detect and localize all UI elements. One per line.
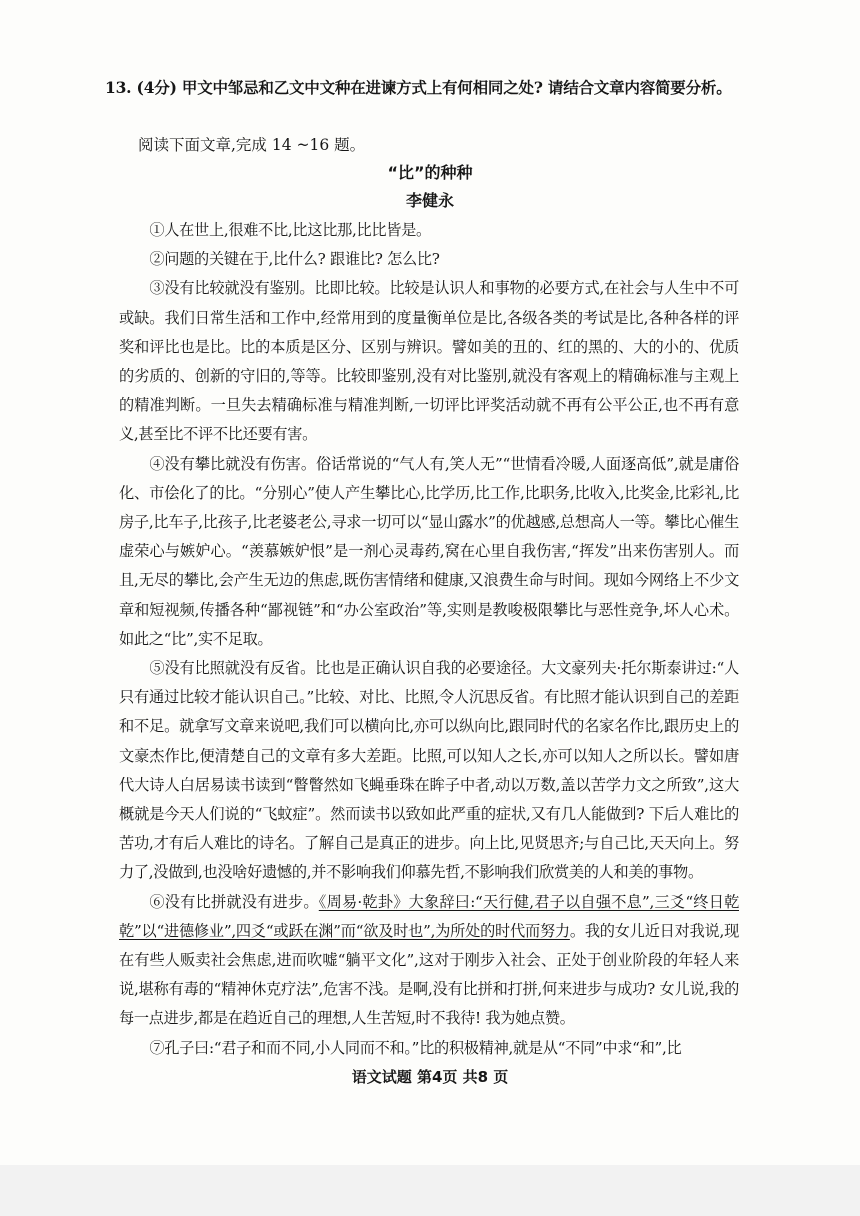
page-footer: 语文试题 第4页 共8 页 — [351, 1068, 509, 1086]
article-body — [119, 216, 739, 1063]
paragraph-6-lead: ⑥没有比拼就没有进步。 — [149, 892, 319, 911]
article-author: 李健永 — [405, 191, 454, 210]
paragraph-6 — [119, 888, 739, 1034]
paragraph-2: ②问题的关键在于,比什么? 跟谁比? 怎么比? — [149, 250, 440, 269]
paragraph-7: ⑦孔子曰:“君子和而不同,小人同而不和。”比的积极精神,就是从“不同”中求“和”,比 — [149, 1038, 682, 1057]
paragraph-5: ⑤没有比照就没有反省。比也是正确认识自我的必要途径。大文豪列夫·托尔斯泰讲过:“人只有通过比较才能认识自己。”比较、对比、比照,令人沉思反省。有比照才能认识到自己的差距和不足。就拿写文章来说吧,我们可以横向比,亦可以纵向比,跟同时代的名家名作比,跟历史上的文豪杰作比,便清楚自己的文章有多大差距。比照,可以知人之长,亦可以知人之所以长。譬如唐代大诗人白居易读书读到“瞥瞥然如飞蝇垂珠在眸子中者,动以万数,盖以苦学力文之所致”,这大概就是今天人们说的“飞蚊症”。然而读书以致如此严重的症状,又有几人能做到? 下后人难比的苦功,才有后人难比的诗名。了解自己是真正的进步。向上比,见贤思齐;与自己比,天天向上。努力了,没做到,也没啥好遗憾的,并不影响我们仰慕先哲,不影响我们欣赏美的人和美的事物。 — [119, 659, 739, 882]
paragraph-6-rest: 。我的女儿近日对我说,现在有些人贩卖社会焦虑,进而吹嘘“躺平文化”,这对于刚步入社会、正处于创业阶段的年轻人来说,堪称有毒的“精神休克疗法”,危害不浅。是啊,没有比拼和打拼,何来进步与成功? 女儿说,我的每一点进步,都是在趋近自己的理想,人生苦短,时不我待! 我为她点赞。 — [119, 921, 739, 1028]
question-13: 13. (4分) 甲文中邹忌和乙文中文种在进谏方式上有何相同之处? 请结合文章内容简要分析。 — [105, 78, 732, 97]
underlined-passage: 《周易·乾卦》大象辞曰:“天行健,君子以自强不息”,三爻“终日乾乾”以“进德修业”,四爻“或跃在渊”而“欲及时也”,为所处的时代而努力 — [119, 892, 739, 940]
article-title: “比”的种种 — [387, 163, 473, 182]
paragraph-4: ④没有攀比就没有伤害。俗话常说的“气人有,笑人无”“世情看冷暖,人面逐高低”,就是庸俗化、市侩化了的比。“分别心”使人产生攀比心,比学历,比工作,比职务,比收入,比奖金,比彩礼,比房子,比车子,比孩子,比老婆老公,寻求一切可以“显山露水”的优越感,总想高人一等。攀比心催生虚荣心与嫉妒心。“羡慕嫉妒恨”是一剂心灵毒药,窝在心里自我伤害,“挥发”出来伤害别人。而且,无尽的攀比,会产生无边的焦虑,既伤害情绪和健康,又浪费生命与时间。现如今网络上不少文章和短视频,传播各种“鄙视链”和“办公室政治”等,实则是教唆极限攀比与恶性竞争,坏人心术。如此之“比”,实不足取。 — [119, 454, 739, 648]
paragraph-1: ①人在世上,很难不比,比这比那,比比皆是。 — [149, 221, 431, 239]
paragraph-3: ③没有比较就没有鉴别。比即比较。比较是认识人和事物的必要方式,在社会与人生中不可或缺。我们日常生活和工作中,经常用到的度量衡单位是比,各级各类的考试是比,各种各样的评奖和评比也是比。比的本质是区分、区别与辨识。譬如美的丑的、红的黑的、大的小的、优质的劣质的、创新的守旧的,等等。比较即鉴别,没有对比鉴别,就没有客观上的精确标准与主观上的精准判断。一旦失去精确标准与精准判断,一切评比评奖活动就不再有公平公正,也不再有意义,甚至比不评不比还要有害。 — [119, 279, 739, 444]
reading-instruction: 阅读下面文章,完成 14 ~16 题。 — [138, 136, 366, 154]
scan-margin — [0, 1165, 860, 1216]
